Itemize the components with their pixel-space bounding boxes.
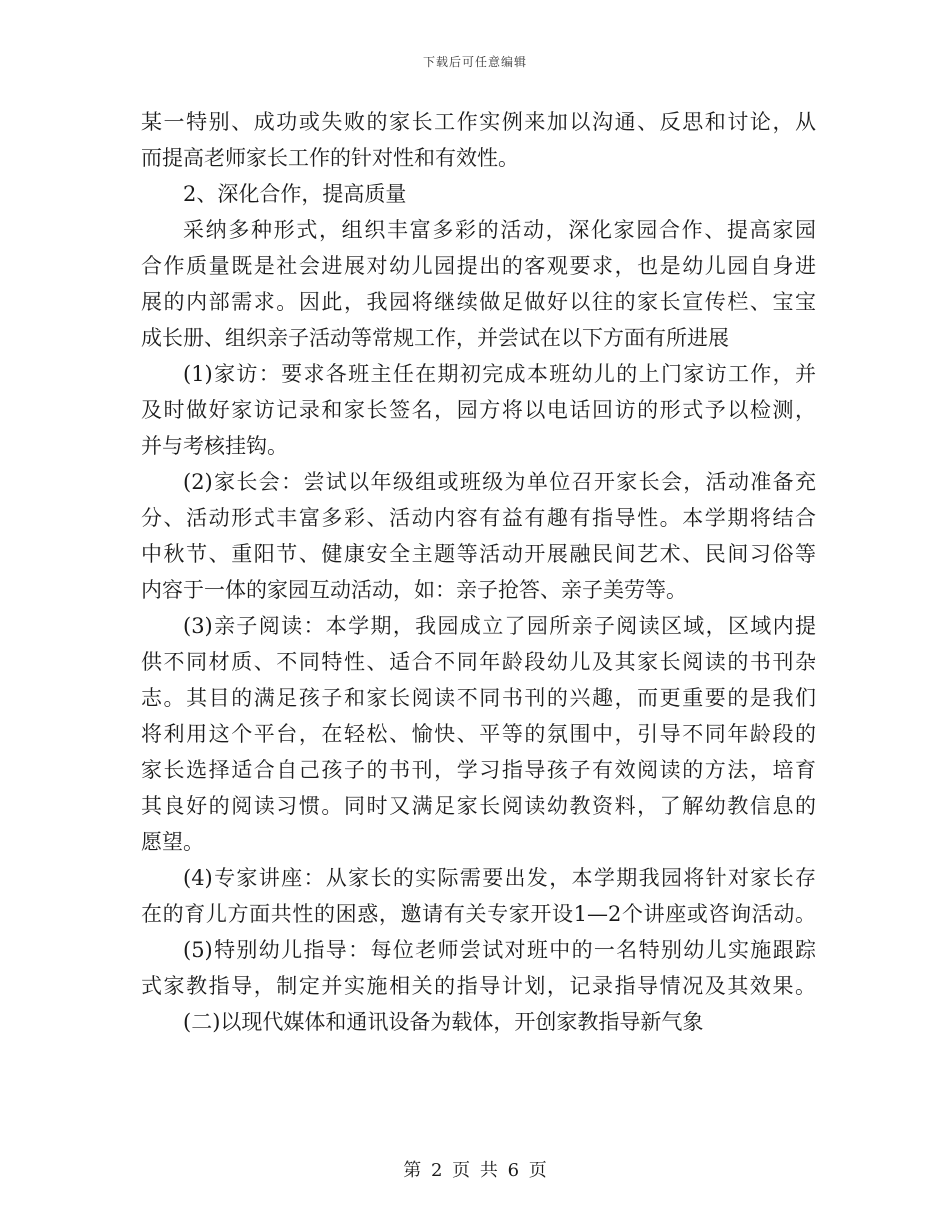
text-line: (2)家长会：尝试以年级组或班级为单位召开家长会，活动准备充 <box>183 470 816 494</box>
text-line: 合作质量既是社会进展对幼儿园提出的客观要求，也是幼儿园自身进 <box>141 254 816 278</box>
text-line: 分、活动形式丰富多彩、活动内容有益有趣有指导性。本学期将结合 <box>141 506 816 530</box>
text-line: 某一特别、成功或失败的家长工作实例来加以沟通、反思和讨论，从 <box>141 110 816 134</box>
text-line: 将利用这个平台，在轻松、愉快、平等的氛围中，引导不同年龄段的 <box>141 722 816 746</box>
text-line: (1)家访：要求各班主任在期初完成本班幼儿的上门家访工作，并 <box>183 362 816 386</box>
text-line: 家长选择适合自己孩子的书刊，学习指导孩子有效阅读的方法，培育 <box>141 758 816 782</box>
page-footer: 第 2 页 共 6 页 <box>403 1160 547 1181</box>
text-line: 式家教指导，制定并实施相关的指导计划，记录指导情况及其效果。 <box>141 974 816 998</box>
text-line: 志。其目的满足孩子和家长阅读不同书刊的兴趣，而更重要的是我们 <box>141 686 816 710</box>
text-line: 并与考核挂钩。 <box>141 434 288 458</box>
text-line: (3)亲子阅读：本学期，我园成立了园所亲子阅读区域，区域内提 <box>183 614 816 638</box>
page-header: 下载后可任意编辑 <box>422 55 527 69</box>
text-line: 中秋节、重阳节、健康安全主题等活动开展融民间艺术、民间习俗等 <box>141 542 816 566</box>
text-line: 愿望。 <box>141 830 204 854</box>
text-line: 内容于一体的家园互动活动，如：亲子抢答、亲子美劳等。 <box>141 578 687 602</box>
text-line: 2、深化合作，提高质量 <box>183 182 407 206</box>
text-line: 成长册、组织亲子活动等常规工作，并尝试在以下方面有所进展 <box>141 326 729 350</box>
text-line: (4)专家讲座：从家长的实际需要出发，本学期我园将针对家长存 <box>183 866 816 890</box>
text-line: 展的内部需求。因此，我园将继续做足做好以往的家长宣传栏、宝宝 <box>141 290 816 314</box>
text-line: (5)特别幼儿指导：每位老师尝试对班中的一名特别幼儿实施跟踪 <box>183 938 816 962</box>
text-line: 采纳多种形式，组织丰富多彩的活动，深化家园合作、提高家园 <box>183 218 816 242</box>
text-line: 而提高老师家长工作的针对性和有效性。 <box>141 146 519 170</box>
document-body <box>141 104 816 1040</box>
text-line: (二)以现代媒体和通讯设备为载体，开创家教指导新气象 <box>183 1010 704 1034</box>
text-line: 及时做好家访记录和家长签名，园方将以电话回访的形式予以检测， <box>141 398 816 422</box>
text-line: 供不同材质、不同特性、适合不同年龄段幼儿及其家长阅读的书刊杂 <box>141 650 816 674</box>
text-line: 其良好的阅读习惯。同时又满足家长阅读幼教资料，了解幼教信息的 <box>141 794 816 818</box>
text-line: 在的育儿方面共性的困惑，邀请有关专家开设1—2个讲座或咨询活动。 <box>141 902 816 926</box>
